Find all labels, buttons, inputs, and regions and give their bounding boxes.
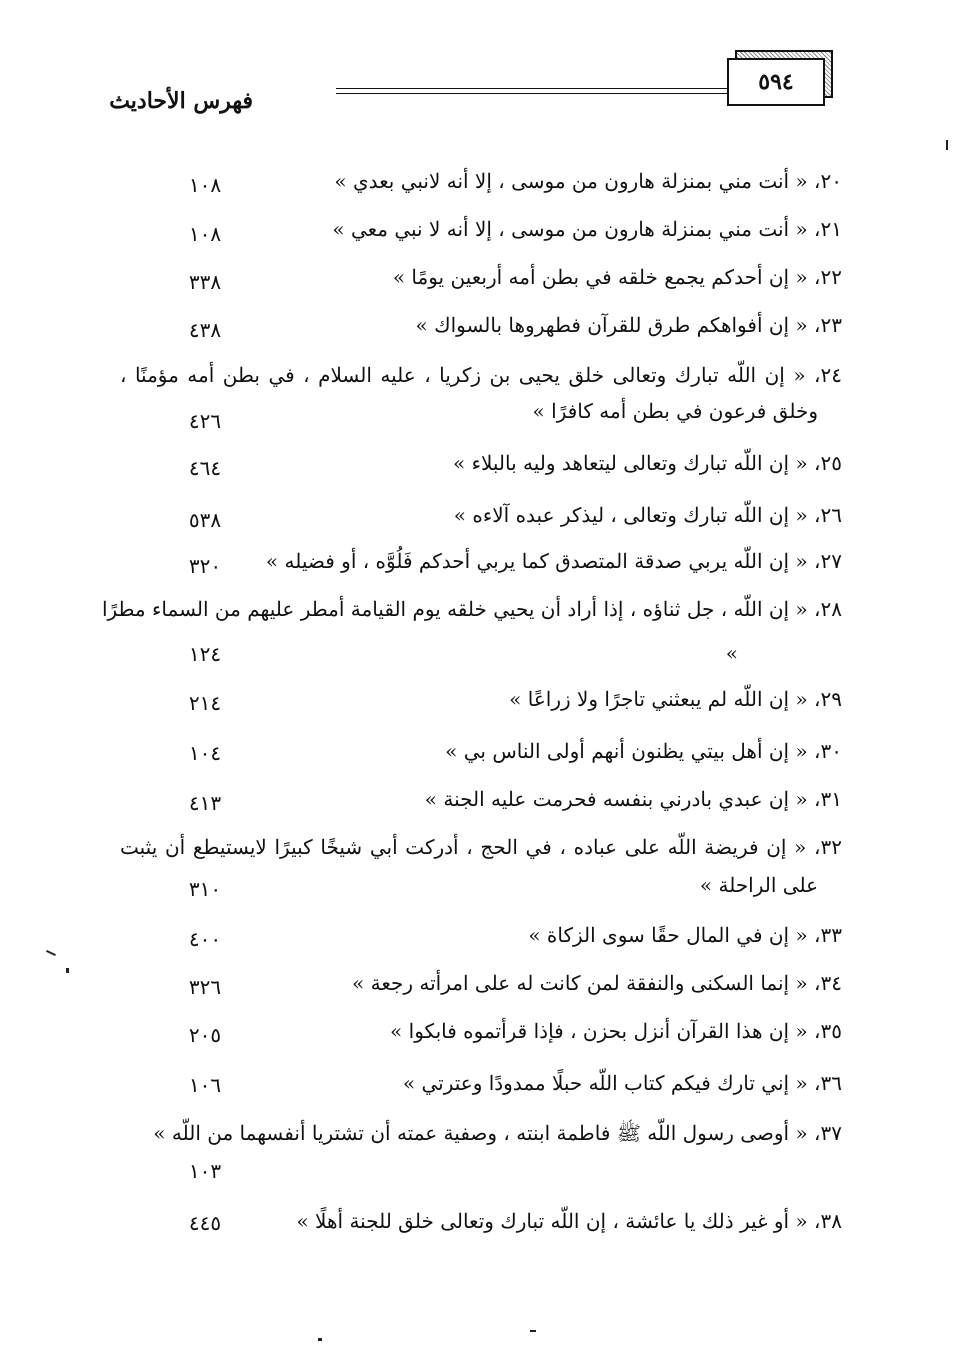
entry-page: ٤٣٨ xyxy=(188,318,222,342)
entry-line: ٢٣، « إن أفواهكم طرق للقرآن فطهروها بالسواك » xyxy=(415,313,842,337)
header-rule xyxy=(336,88,728,89)
scan-speck xyxy=(46,950,56,956)
scan-speck xyxy=(66,968,69,973)
entry-line: على الراحلة » xyxy=(699,873,818,897)
entry-page: ١٢٤ xyxy=(188,642,222,666)
page-number: ٥٩٤ xyxy=(758,69,794,95)
entry-line: ٢٤، « إن اللّه تبارك وتعالى خلق يحيى بن زكريا ، عليه السلام ، في بطن أمه مؤمنًا ، xyxy=(120,363,842,387)
page-title: فهرس الأحاديث xyxy=(109,88,253,114)
entry-line: ٣٢، « إن فريضة اللّه على عباده ، في الحج ، أدركت أبي شيخًا كبيرًا لايستيطع أن يثبت xyxy=(120,835,842,859)
scan-speck xyxy=(530,1330,536,1332)
entry-page: ٤٠٠ xyxy=(188,927,222,951)
entry-page: ٤٢٦ xyxy=(188,409,222,433)
entry-page: ١٠٨ xyxy=(188,173,222,197)
entry-page: ٢١٤ xyxy=(188,691,222,715)
entry-line: ٣٥، « إن هذا القرآن أنزل بحزن ، فإذا قرأتموه فابكوا » xyxy=(390,1019,842,1043)
entry-page: ٤٤٥ xyxy=(188,1211,222,1235)
entry-line: ٢٧، « إن اللّه يربي صدقة المتصدق كما يربي أحدكم فَلُوَّه ، أو فضيله » xyxy=(265,549,842,573)
entry-line: ٢٥، « إن اللّه تبارك وتعالى ليتعاهد وليه بالبلاء » xyxy=(452,451,842,475)
entry-line: ٣٧، « أوصى رسول اللّه ﷺ فاطمة ابنته ، وصفية عمته أن تشتريا أنفسهما من اللّه » xyxy=(153,1121,842,1145)
entry-line: ٣٦، « إني تارك فيكم كتاب اللّه حبلًا ممدودًا وعترتي » xyxy=(402,1071,842,1095)
entry-page: ١٠٨ xyxy=(188,222,222,246)
entry-line: ٣٤، « إنما السكنى والنفقة لمن كانت له على امرأته رجعة » xyxy=(352,971,842,995)
entry-line: ٣٣، « إن في المال حقًا سوى الزكاة » xyxy=(528,923,842,947)
entry-line: ٢١، « أنت مني بمنزلة هارون من موسى ، إلا أنه لا نبي معي » xyxy=(332,217,842,241)
entry-page: ٥٣٨ xyxy=(188,508,222,532)
entry-page: ٤١٣ xyxy=(188,791,222,815)
header-rule xyxy=(336,93,728,94)
entry-page: ٣٢٦ xyxy=(188,975,222,999)
entry-line: ٢٢، « إن أحدكم يجمع خلقه في بطن أمه أربعين يومًا » xyxy=(392,265,842,289)
entry-page: ١٠٤ xyxy=(188,741,222,765)
page-number-box xyxy=(727,58,825,106)
entry-line: وخلق فرعون في بطن أمه كافرًا » xyxy=(532,399,818,423)
entry-line: ٣٨، « أو غير ذلك يا عائشة ، إن اللّه تبارك وتعالى خلق للجنة أهلًا » xyxy=(296,1209,842,1233)
entry-line: ٢٦، « إن اللّه تبارك وتعالى ، ليذكر عبده آلاءه » xyxy=(453,503,842,527)
entry-page: ٣٣٨ xyxy=(188,270,222,294)
entry-page: ٤٦٤ xyxy=(188,456,222,480)
entry-line: ٣١، « إن عبدي بادرني بنفسه فحرمت عليه الجنة » xyxy=(424,787,842,811)
entry-page: ٣٢٠ xyxy=(188,554,222,578)
entry-line: ٢٨، « إن اللّه ، جل ثناؤه ، إذا أراد أن يحيي خلقه يوم القيامة أمطر عليهم من السماء مطرًا xyxy=(101,597,842,621)
entry-line: ٢٩، « إن اللّه لم يبعثني تاجرًا ولا زراعًا » xyxy=(509,687,842,711)
entry-page: ٢٠٥ xyxy=(188,1023,222,1047)
entry-line: » xyxy=(725,641,738,665)
scan-speck xyxy=(946,140,948,150)
entry-page: ٣١٠ xyxy=(188,877,222,901)
entry-line: ٣٠، « إن أهل بيتي يظنون أنهم أولى الناس بي » xyxy=(445,739,842,763)
entry-page: ١٠٣ xyxy=(188,1159,222,1183)
scan-speck xyxy=(318,1338,322,1341)
entry-page: ١٠٦ xyxy=(188,1073,222,1097)
entry-line: ٢٠، « أنت مني بمنزلة هارون من موسى ، إلا أنه لانبي بعدي » xyxy=(334,169,842,193)
